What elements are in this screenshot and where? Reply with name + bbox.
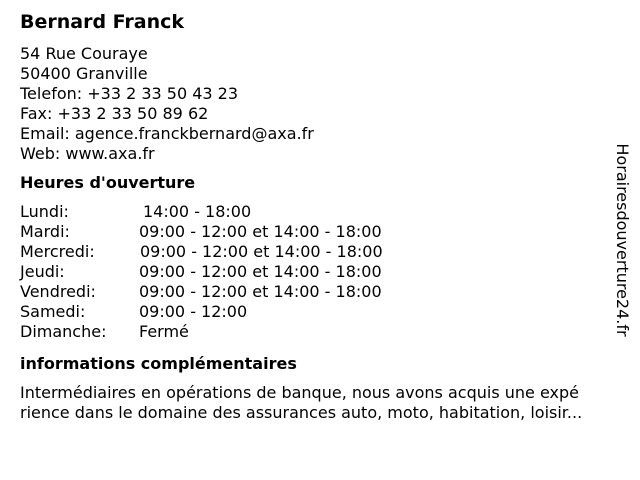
opening-hours-heading: Heures d'ouverture bbox=[20, 173, 196, 192]
hours-row-dimanche bbox=[20, 322, 640, 342]
hours-row-vendredi bbox=[20, 282, 640, 302]
email-address: Email: agence.franckbernard@axa.fr bbox=[20, 124, 314, 143]
site-watermark: Horairesdouverture24.fr bbox=[613, 143, 632, 337]
website: Web: www.axa.fr bbox=[20, 144, 155, 163]
day-label: Lundi: bbox=[20, 202, 69, 221]
day-label: Dimanche: bbox=[20, 322, 107, 341]
day-hours: 09:00 - 12:00 et 14:00 - 18:00 bbox=[139, 222, 382, 241]
contact-block bbox=[20, 44, 640, 164]
day-hours: 09:00 - 12:00 et 14:00 - 18:00 bbox=[140, 242, 383, 261]
address-city: 50400 Granville bbox=[20, 64, 148, 83]
business-name: Bernard Franck bbox=[20, 11, 185, 33]
day-label: Vendredi: bbox=[20, 282, 96, 301]
hours-row-jeudi bbox=[20, 262, 640, 282]
hours-row-mardi bbox=[20, 222, 640, 242]
day-label: Samedi: bbox=[20, 302, 86, 321]
day-hours: 14:00 - 18:00 bbox=[143, 202, 252, 221]
additional-info-line: rience dans le domaine des assurances auto, moto, habitation, loisir... bbox=[20, 403, 583, 422]
additional-info-text bbox=[20, 383, 635, 423]
hours-row-lundi bbox=[20, 202, 640, 222]
day-hours: Fermé bbox=[139, 322, 189, 341]
additional-info-line: Intermédiaires en opérations de banque, nous avons acquis une expé bbox=[20, 383, 579, 402]
opening-hours-table bbox=[20, 202, 640, 342]
address-street: 54 Rue Couraye bbox=[20, 44, 148, 63]
hours-row-samedi bbox=[20, 302, 640, 322]
hours-row-mercredi bbox=[20, 242, 640, 262]
business-card bbox=[20, 9, 640, 423]
fax-number: Fax: +33 2 33 50 89 62 bbox=[20, 104, 209, 123]
additional-info-heading: informations complémentaires bbox=[20, 354, 297, 373]
day-label: Mercredi: bbox=[20, 242, 95, 261]
day-label: Mardi: bbox=[20, 222, 70, 241]
day-hours: 09:00 - 12:00 et 14:00 - 18:00 bbox=[139, 262, 382, 281]
day-label: Jeudi: bbox=[20, 262, 65, 281]
phone-number: Telefon: +33 2 33 50 43 23 bbox=[20, 84, 239, 103]
day-hours: 09:00 - 12:00 et 14:00 - 18:00 bbox=[139, 282, 382, 301]
day-hours: 09:00 - 12:00 bbox=[139, 302, 248, 321]
